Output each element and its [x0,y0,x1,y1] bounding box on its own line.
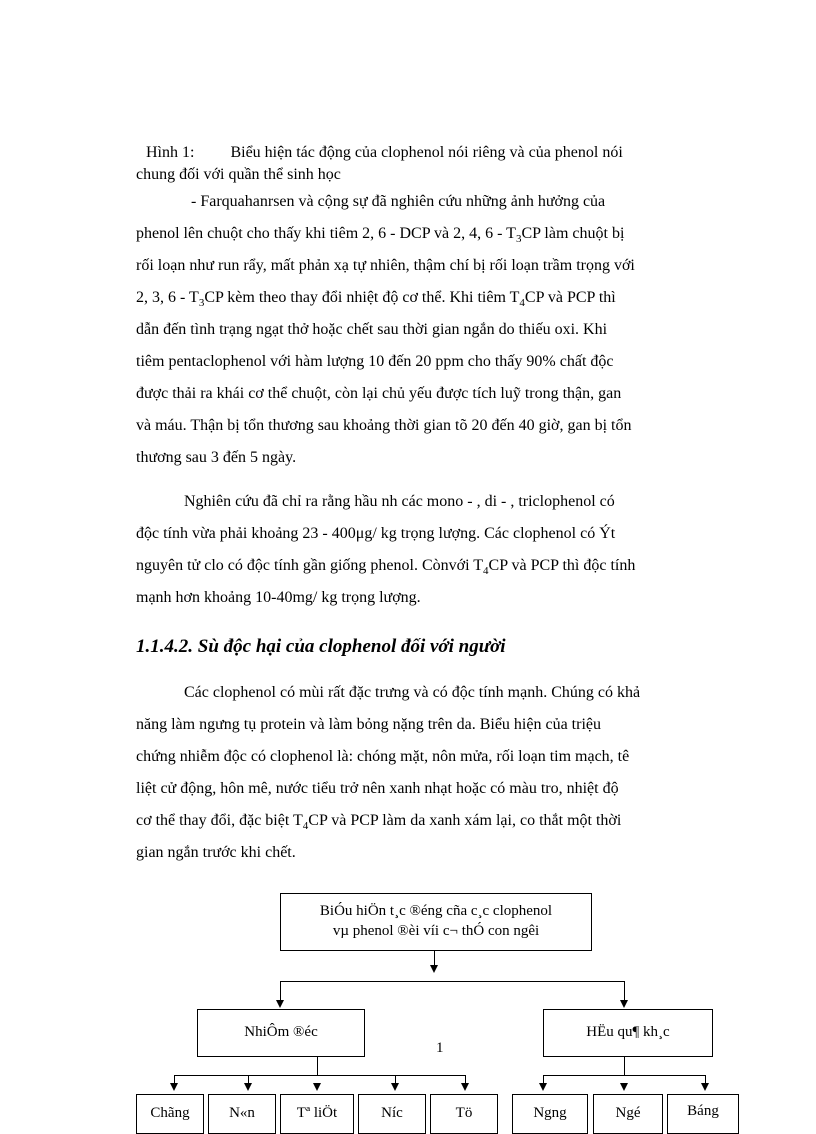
connector [174,1075,466,1076]
paragraph-1-line: tiêm pentaclophenol với hàm lượng 10 đến 20 ppm cho thấy 90% chất độc [136,353,614,370]
section-heading: 1.1.4.2. Sù độc hại của clophenol đối với người [136,636,506,657]
connector [280,981,625,982]
paragraph-2 [136,486,740,614]
connector [624,981,625,1001]
arrow-down-icon [461,1083,469,1091]
paragraph-2-line: độc tính vừa phải khoảng 23 - 400μg/ kg trọng lượng. Các clophenol có Ýt [136,525,616,542]
figure-title-line2: chung đối với quần thể sinh học [136,166,341,183]
paragraph-2-line: mạnh hơn khoảng 10-40mg/ kg trọng lượng. [136,589,421,606]
paragraph-1-line: được thải ra khái cơ thể chuột, còn lại chủ yếu được tích luỹ trong thận, gan [136,385,622,402]
diagram-node-other-effects: HËu qu¶ kh¸c [543,1009,713,1057]
diagram-root-line2: vµ phenol ®èi víi c¬ thÓ con ngêi [332,923,540,939]
page-number: 1 [436,1040,444,1056]
diagram-node-poisoning: NhiÔm ®éc [197,1009,365,1057]
figure-label: Hình 1: [146,144,195,161]
diagram-root-line1: BiÓu hiÖn t¸c ®éng cña c¸c clophenol [319,903,553,919]
paragraph-2-line: nguyên tử clo có độc tính gần giống phenol. Cònvới $T_4CP$ và PCP thì độc tính [136,557,636,578]
diagram-leaf: Ngé [593,1094,663,1134]
connector [280,981,281,1001]
connector [465,1075,466,1083]
connector [543,1075,544,1083]
paragraph-1-line: 2, 3, $6 - T_3CP$ kèm theo thay đổi nhiệt độ cơ thể. Khi tiêm $T_4CP$ và PCP thì [136,289,616,310]
paragraph-1-line: và máu. Thận bị tổn thương sau khoảng thời gian tõ 20 đến 40 giờ, gan bị tổn [136,417,632,434]
connector [248,1075,249,1083]
paragraph-2-line: Nghiên cứu đã chỉ ra rằng hầu nh các mono - , di - , triclophenol có [184,493,615,510]
paragraph-1-line: phenol lên chuột cho thấy khi tiêm 2, 6 - DCP và 2, 4, $6 - T_3CP$ làm chuột bị [136,225,625,246]
connector [317,1057,318,1075]
arrow-down-icon [244,1083,252,1091]
paragraph-3 [136,677,740,869]
connector [434,951,435,965]
diagram-root-node [280,893,592,951]
diagram-leaf: Ngng [512,1094,588,1134]
figure-title-line1: Biểu hiện tác động của clophenol nói riêng và của phenol nói [230,144,623,161]
paragraph-3-line: cơ thể thay đổi, đặc biệt $T_4CP$ và PCP làm da xanh xám lại, co thắt một thời [136,812,622,833]
diagram-leaf: Báng [667,1094,739,1134]
diagram-leaf: N«n [208,1094,276,1134]
arrow-down-icon [276,1000,284,1008]
arrow-down-icon [620,1000,628,1008]
diagram-leaf: Tö [430,1094,498,1134]
paragraph-1-line: rối loạn như run rẩy, mất phản xạ tự nhiên, thậm chí bị rối loạn trầm trọng với [136,257,635,274]
connector [395,1075,396,1083]
connector [543,1075,706,1076]
paragraph-3-line: liệt cử động, hôn mê, nước tiểu trở nên xanh nhạt hoặc có màu tro, nhiệt độ [136,780,619,797]
diagram-leaf: Tª liÖt [280,1094,354,1134]
arrow-down-icon [391,1083,399,1091]
diagram-leaf: Níc [358,1094,426,1134]
diagram-leaf: Chãng [136,1094,204,1134]
paragraph-3-line: gian ngắn trước khi chết. [136,844,296,861]
paragraph-1-line: - Farquahanrsen và cộng sự đã nghiên cứu những ảnh hưởng của [191,193,606,210]
arrow-down-icon [313,1083,321,1091]
paragraph-3-line: chứng nhiễm độc có clophenol là: chóng mặt, nôn mửa, rối loạn tim mạch, tê [136,748,630,765]
figure-caption [136,142,740,186]
connector [705,1075,706,1083]
paragraph-1-line: dẫn đến tình trạng ngạt thở hoặc chết sau thời gian ngắn do thiếu oxi. Khi [136,321,608,338]
arrow-down-icon [620,1083,628,1091]
paragraph-3-line: năng làm ngưng tụ protein và làm bỏng nặng trên da. Biểu hiện của triệu [136,716,601,733]
arrow-down-icon [430,965,438,973]
connector [624,1057,625,1075]
paragraph-1-line: thương sau 3 đến 5 ngày. [136,449,297,466]
arrow-down-icon [701,1083,709,1091]
paragraph-3-line: Các clophenol có mùi rất đặc trưng và có độc tính mạnh. Chúng có khả [184,684,641,701]
connector [174,1075,175,1083]
arrow-down-icon [170,1083,178,1091]
arrow-down-icon [539,1083,547,1091]
paragraph-1 [136,186,740,474]
